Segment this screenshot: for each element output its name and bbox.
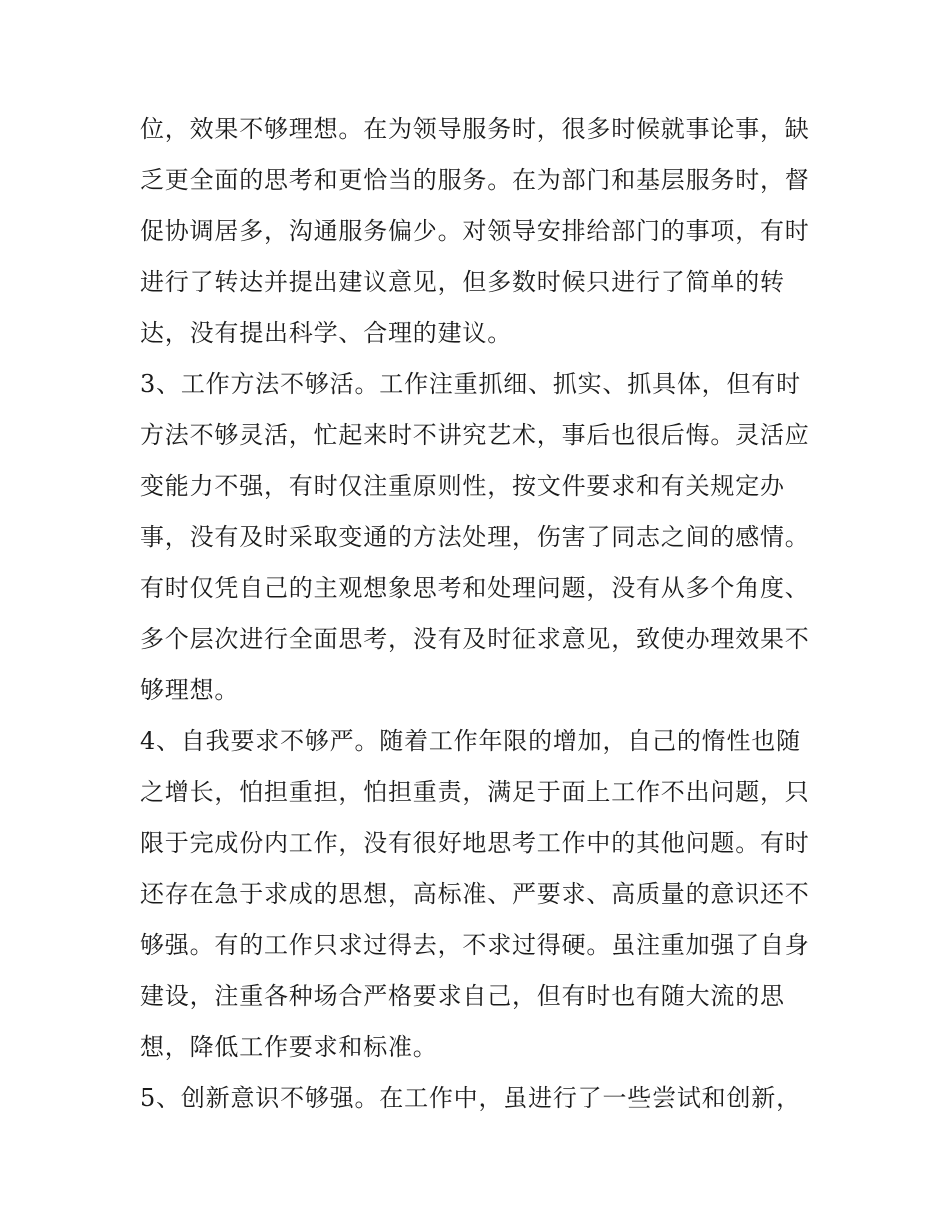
text-line: 之增长，怕担重担，怕担重责，满足于面上工作不出问题，只 <box>140 778 810 806</box>
text-line: 促协调居多，沟通服务偏少。对领导安排给部门的事项，有时 <box>140 217 810 245</box>
paragraph-innovation <box>140 1073 815 1124</box>
document-body <box>140 104 815 1124</box>
text-line: 3、工作方法不够活。工作注重抓细、抓实、抓具体，但有时 <box>140 370 801 398</box>
text-line: 够强。有的工作只求过得去，不求过得硬。虽注重加强了自身 <box>140 931 810 959</box>
paragraph-self-discipline <box>140 716 815 1073</box>
text-line: 位，效果不够理想。在为领导服务时，很多时候就事论事，缺 <box>140 115 810 143</box>
text-line: 变能力不强，有时仅注重原则性，按文件要求和有关规定办 <box>140 472 785 500</box>
text-line: 4、自我要求不够严。随着工作年限的增加，自己的惰性也随 <box>140 727 801 755</box>
text-line: 有时仅凭自己的主观想象思考和处理问题，没有从多个角度、 <box>140 574 810 602</box>
text-line: 够理想。 <box>140 676 240 704</box>
text-line: 方法不够灵活，忙起来时不讲究艺术，事后也很后悔。灵活应 <box>140 421 810 449</box>
text-line: 5、创新意识不够强。在工作中，虽进行了一些尝试和创新， <box>140 1084 801 1112</box>
text-line: 达，没有提出科学、合理的建议。 <box>140 319 512 347</box>
text-line: 想，降低工作要求和标准。 <box>140 1033 438 1061</box>
paragraph-work-method <box>140 359 815 716</box>
text-line: 进行了转达并提出建议意见，但多数时候只进行了简单的转 <box>140 268 785 296</box>
text-line: 还存在急于求成的思想，高标准、严要求、高质量的意识还不 <box>140 880 810 908</box>
text-line: 事，没有及时采取变通的方法处理，伤害了同志之间的感情。 <box>140 523 810 551</box>
text-line: 多个层次进行全面思考，没有及时征求意见，致使办理效果不 <box>140 625 810 653</box>
text-line: 建设，注重各种场合严格要求自己，但有时也有随大流的思 <box>140 982 785 1010</box>
text-line: 乏更全面的思考和更恰当的服务。在为部门和基层服务时，督 <box>140 166 810 194</box>
paragraph-service-quality <box>140 104 815 359</box>
text-line: 限于完成份内工作，没有很好地思考工作中的其他问题。有时 <box>140 829 810 857</box>
